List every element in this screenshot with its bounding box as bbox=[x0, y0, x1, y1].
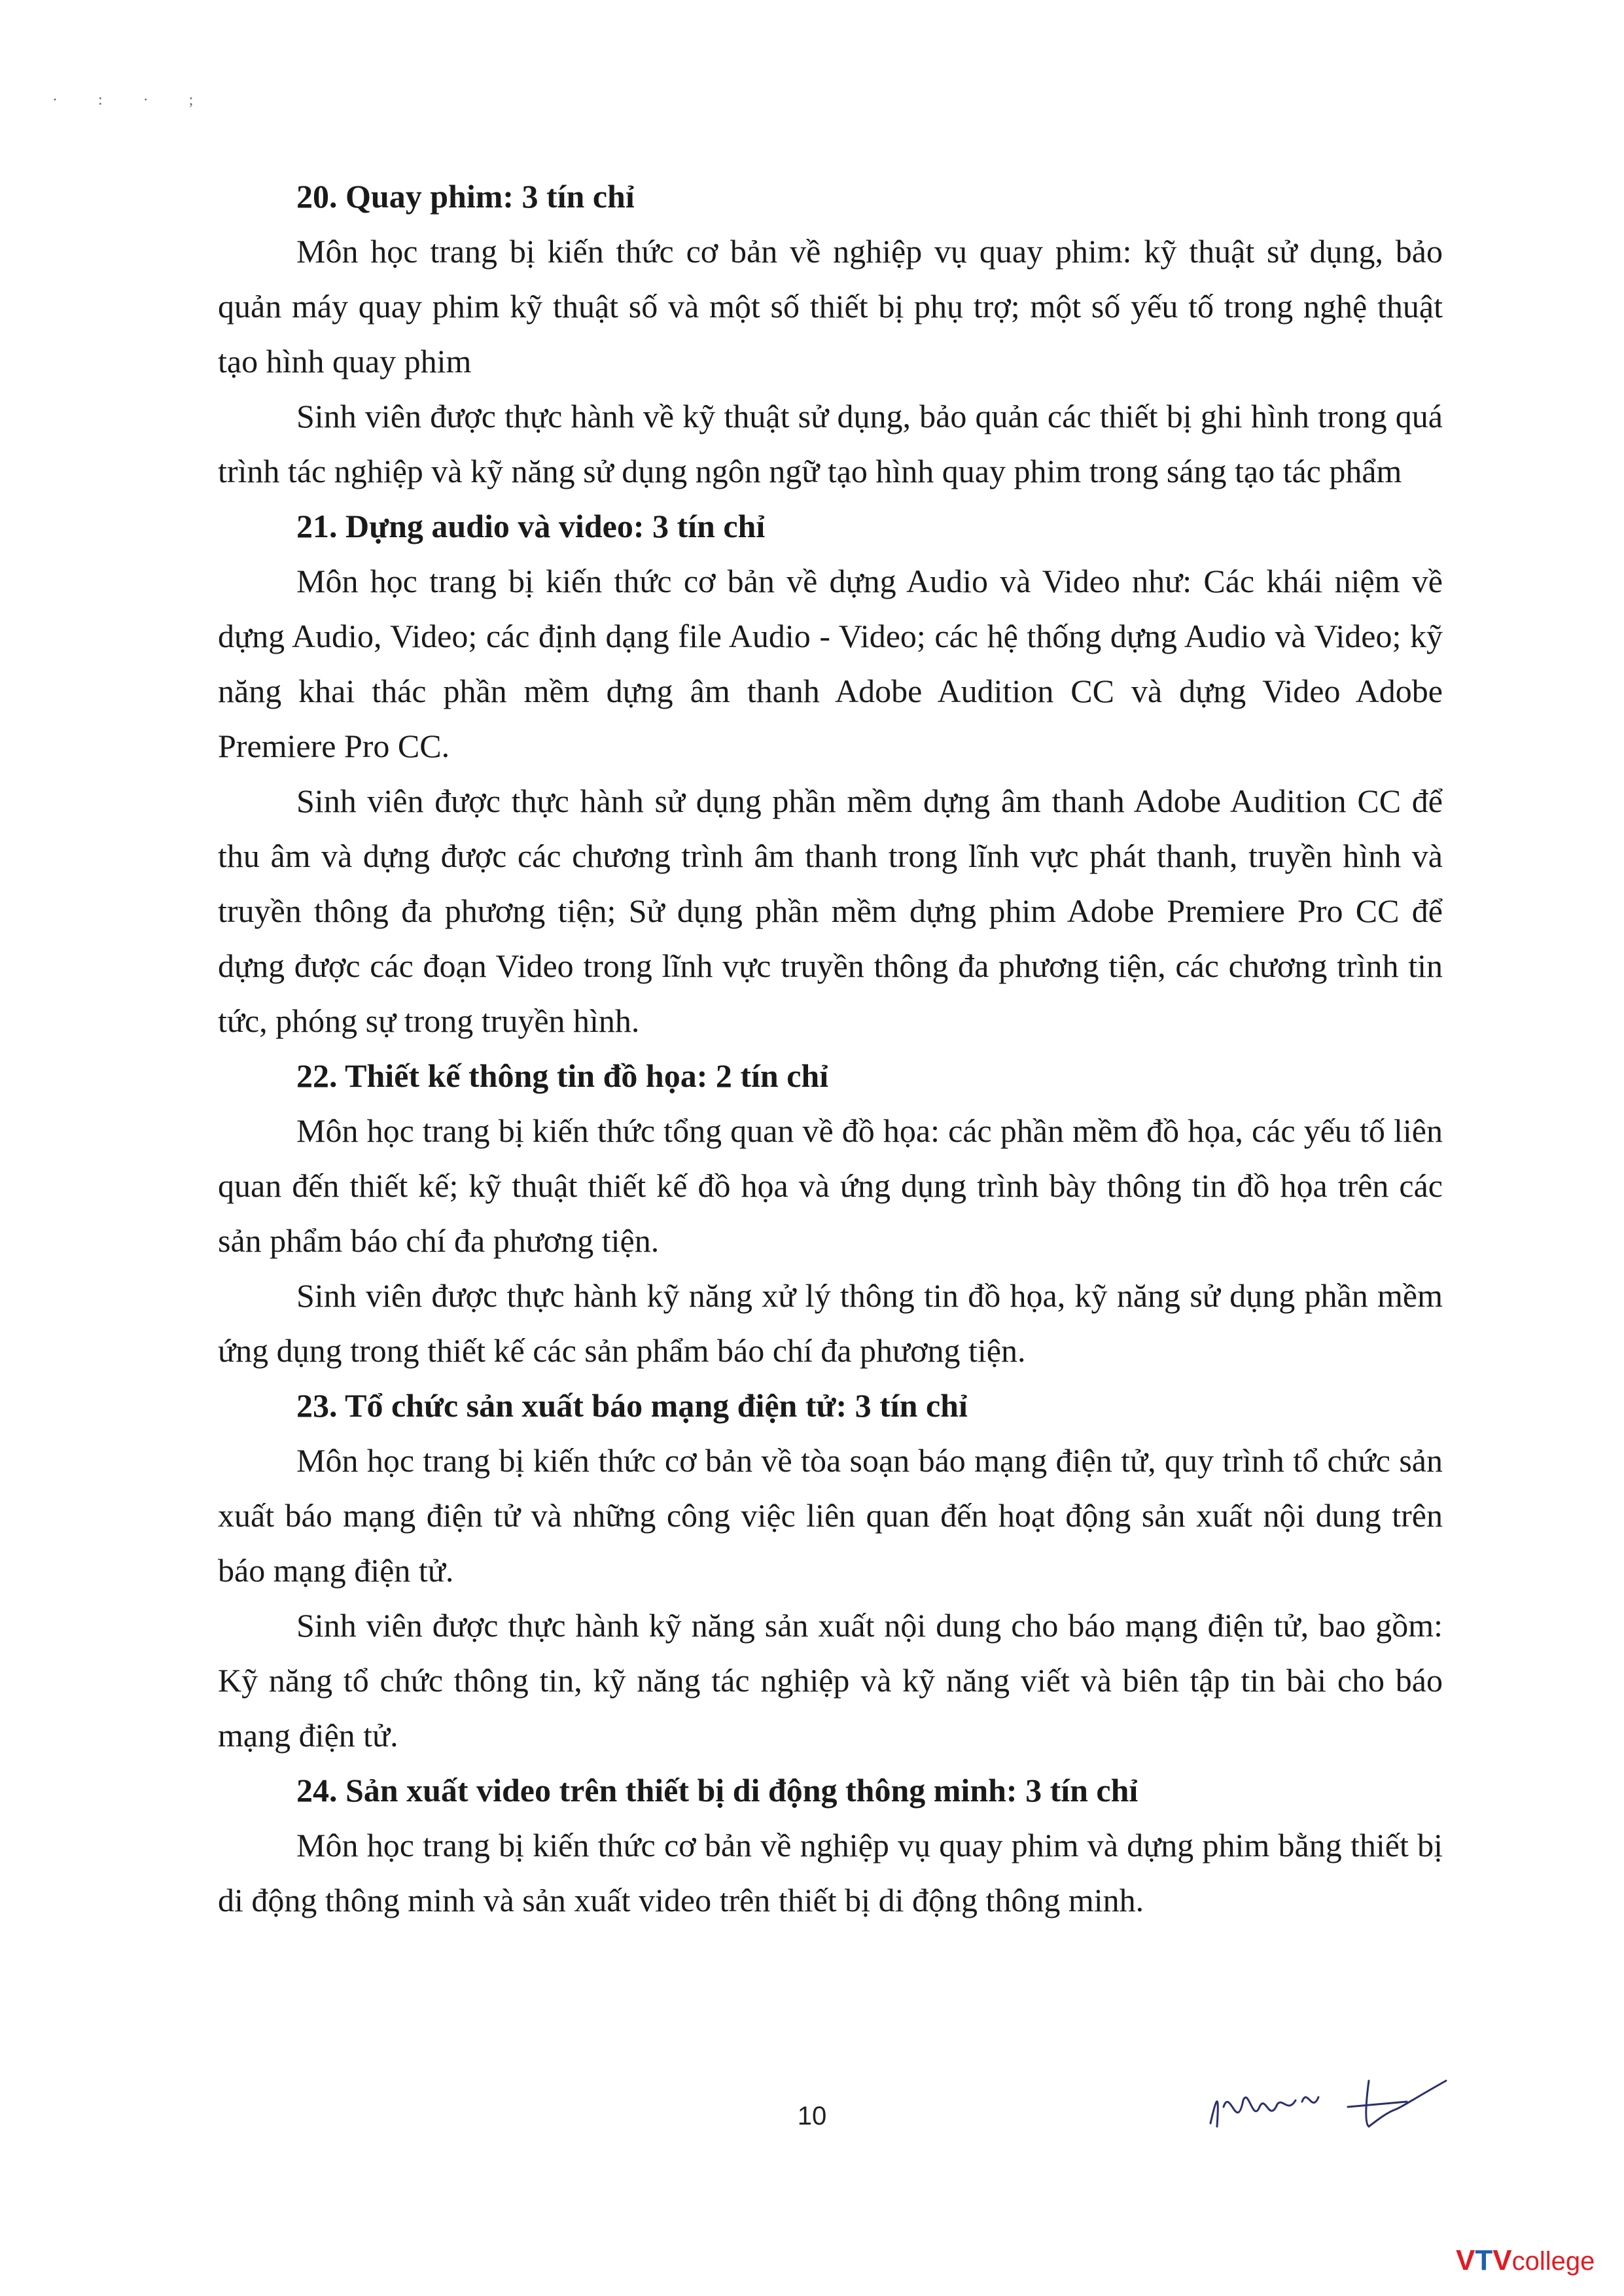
section-paragraph: Môn học trang bị kiến thức cơ bản về nghiệp vụ quay phim và dựng phim bằng thiết bị di động thông minh và sản xuất video trên thiết bị di động thông minh. bbox=[218, 1827, 1443, 1918]
section-paragraph: Môn học trang bị kiến thức cơ bản về tòa soạn báo mạng điện tử, quy trình tổ chức sản xuất báo mạng điện tử và những công việc liên quan đến hoạt động sản xuất nội dung trên báo mạng điện tử. bbox=[218, 1442, 1443, 1589]
scan-marks: · : · ; bbox=[52, 92, 212, 109]
section-paragraph: Sinh viên được thực hành về kỹ thuật sử dụng, bảo quản các thiết bị ghi hình trong quá trình tác nghiệp và kỹ năng sử dụng ngôn ngữ tạo hình quay phim trong sáng tạo tác phẩm bbox=[218, 398, 1443, 489]
section-heading: 20. Quay phim: 3 tín chỉ bbox=[296, 178, 635, 215]
section-paragraph: Sinh viên được thực hành kỹ năng xử lý thông tin đồ họa, kỹ năng sử dụng phần mềm ứng dụng trong thiết kế các sản phẩm báo chí đa phương tiện. bbox=[218, 1277, 1443, 1369]
page-content bbox=[218, 169, 1443, 1928]
page-number: 10 bbox=[797, 2102, 827, 2130]
section-21 bbox=[218, 499, 1443, 1048]
vtv-college-logo bbox=[1456, 2244, 1595, 2277]
section-heading: 23. Tổ chức sản xuất báo mạng điện tử: 3 tín chỉ bbox=[296, 1387, 968, 1424]
logo-word: college bbox=[1511, 2247, 1595, 2276]
section-heading: 21. Dựng audio và video: 3 tín chỉ bbox=[296, 508, 766, 544]
section-22 bbox=[218, 1048, 1443, 1378]
logo-letter: V bbox=[1456, 2244, 1475, 2276]
section-paragraph: Sinh viên được thực hành sử dụng phần mềm dựng âm thanh Adobe Audition CC để thu âm và dựng được các chương trình âm thanh trong lĩnh vực phát thanh, truyền hình và truyền thông đa phương tiện; Sử dụng phần mềm dựng phim Adobe Premiere Pro CC để dựng được các đoạn Video trong lĩnh vực truyền thông đa phương tiện, các chương trình tin tức, phóng sự trong truyền hình. bbox=[218, 783, 1443, 1039]
section-24 bbox=[218, 1763, 1443, 1928]
section-20 bbox=[218, 169, 1443, 499]
logo-letter: V bbox=[1492, 2244, 1512, 2276]
signature-icon bbox=[1197, 2061, 1459, 2146]
logo-letter: T bbox=[1475, 2244, 1493, 2276]
section-heading: 24. Sản xuất video trên thiết bị di động thông minh: 3 tín chỉ bbox=[296, 1772, 1139, 1809]
section-paragraph: Môn học trang bị kiến thức cơ bản về nghiệp vụ quay phim: kỹ thuật sử dụng, bảo quản máy quay phim kỹ thuật số và một số thiết bị phụ trợ; một số yếu tố trong nghệ thuật tạo hình quay phim bbox=[218, 233, 1443, 380]
section-heading: 22. Thiết kế thông tin đồ họa: 2 tín chỉ bbox=[296, 1057, 829, 1094]
section-paragraph: Môn học trang bị kiến thức tổng quan về đồ họa: các phần mềm đồ họa, các yếu tố liên quan đến thiết kế; kỹ thuật thiết kế đồ họa và ứng dụng trình bày thông tin đồ họa trên các sản phẩm báo chí đa phương tiện. bbox=[218, 1112, 1443, 1259]
section-paragraph: Môn học trang bị kiến thức cơ bản về dựng Audio và Video như: Các khái niệm về dựng Audio, Video; các định dạng file Audio - Video; các hệ thống dựng Audio và Video; kỹ năng khai thác phần mềm dựng âm thanh Adobe Audition CC và dựng Video Adobe Premiere Pro CC. bbox=[218, 563, 1443, 764]
section-paragraph: Sinh viên được thực hành kỹ năng sản xuất nội dung cho báo mạng điện tử, bao gồm: Kỹ năng tổ chức thông tin, kỹ năng tác nghiệp và kỹ năng viết và biên tập tin bài cho báo mạng điện tử. bbox=[218, 1607, 1443, 1754]
section-23 bbox=[218, 1378, 1443, 1763]
